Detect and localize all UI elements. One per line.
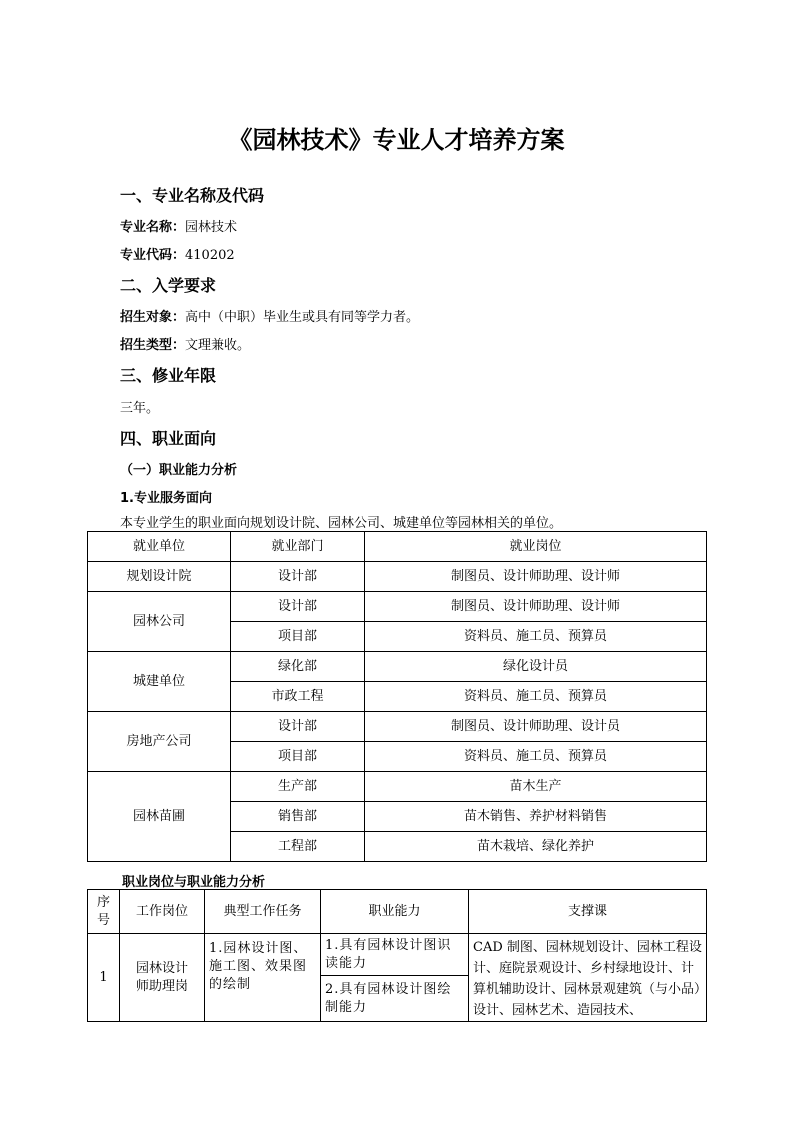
dept-cell: 项目部 [231, 742, 365, 772]
header-cell: 序号 [88, 890, 120, 934]
table-header-row [88, 532, 707, 562]
value: 文理兼收。 [185, 338, 251, 353]
table-row [88, 652, 707, 682]
post-cell: 制图员、设计师助理、设计员 [365, 712, 707, 742]
label: 招生对象： [120, 310, 186, 325]
header-cell: 就业部门 [231, 532, 365, 562]
ability-table [87, 889, 707, 1022]
dept-cell: 项目部 [231, 622, 365, 652]
paragraph [120, 334, 250, 353]
post-cell: 苗木销售、养护材料销售 [365, 802, 707, 832]
unit-cell: 园林苗圃 [88, 772, 231, 862]
courses-cell: CAD 制图、园林规划设计、园林工程设计、庭院景观设计、乡村绿地设计、计算机辅助设计、园林景观建筑（与小品）设计、园林艺术、造园技术、 [469, 934, 707, 1022]
ability-cell: 2.具有园林设计图绘制能力 [321, 976, 469, 1022]
table-row [88, 562, 707, 592]
subheading: （一）职业能力分析 [120, 463, 238, 478]
value: 410202 [185, 248, 235, 263]
task-cell: 1.园林设计图、施工图、效果图的绘制 [205, 934, 321, 1022]
post-cell: 苗木生产 [365, 772, 707, 802]
paragraph [120, 216, 237, 235]
table-row [88, 772, 707, 802]
section-heading: 三、修业年限 [120, 366, 217, 385]
ability-cell: 1.具有园林设计图识读能力 [321, 934, 469, 976]
post-cell: 绿化设计员 [365, 652, 707, 682]
label: 招生类型： [120, 338, 186, 353]
paragraph: 三年。 [120, 401, 160, 416]
dept-cell: 绿化部 [231, 652, 365, 682]
label: 专业代码： [120, 248, 186, 263]
unit-cell: 房地产公司 [88, 712, 231, 772]
header-cell: 职业能力 [321, 890, 469, 934]
header-cell: 支撑课 [469, 890, 707, 934]
post-cell: 资料员、施工员、预算员 [365, 682, 707, 712]
page-title: 《园林技术》专业人才培养方案 [228, 125, 565, 154]
paragraph: 本专业学生的职业面向规划设计院、园林公司、城建单位等园林相关的单位。 [120, 516, 563, 531]
header-cell: 典型工作任务 [205, 890, 321, 934]
post-cell: 资料员、施工员、预算员 [365, 742, 707, 772]
value: 高中（中职）毕业生或具有同等学力者。 [185, 310, 420, 325]
unit-cell: 园林公司 [88, 592, 231, 652]
dept-cell: 工程部 [231, 832, 365, 862]
dept-cell: 销售部 [231, 802, 365, 832]
subheading: 1.专业服务面向 [120, 491, 212, 506]
dept-cell: 设计部 [231, 592, 365, 622]
dept-cell: 设计部 [231, 712, 365, 742]
table-row [88, 712, 707, 742]
dept-cell: 市政工程 [231, 682, 365, 712]
section-heading: 一、专业名称及代码 [120, 186, 265, 205]
post-cell: 制图员、设计师助理、设计师 [365, 592, 707, 622]
header-cell: 就业岗位 [365, 532, 707, 562]
post-cell: 园林设计师助理岗 [120, 934, 205, 1022]
section-heading: 四、职业面向 [120, 429, 217, 448]
no-cell: 1 [88, 934, 120, 1022]
value: 园林技术 [185, 220, 238, 235]
table-row [88, 592, 707, 622]
label: 专业名称： [120, 220, 186, 235]
section-heading: 二、入学要求 [120, 276, 217, 295]
header-cell: 工作岗位 [120, 890, 205, 934]
post-cell: 制图员、设计师助理、设计师 [365, 562, 707, 592]
paragraph [120, 306, 419, 325]
header-cell: 就业单位 [88, 532, 231, 562]
table-row [88, 934, 707, 976]
dept-cell: 生产部 [231, 772, 365, 802]
post-cell: 资料员、施工员、预算员 [365, 622, 707, 652]
unit-cell: 规划设计院 [88, 562, 231, 592]
table-caption: 职业岗位与职业能力分析 [122, 875, 266, 890]
table-header-row [88, 890, 707, 934]
employment-table [87, 531, 707, 862]
unit-cell: 城建单位 [88, 652, 231, 712]
dept-cell: 设计部 [231, 562, 365, 592]
post-cell: 苗木栽培、绿化养护 [365, 832, 707, 862]
paragraph [120, 244, 235, 263]
